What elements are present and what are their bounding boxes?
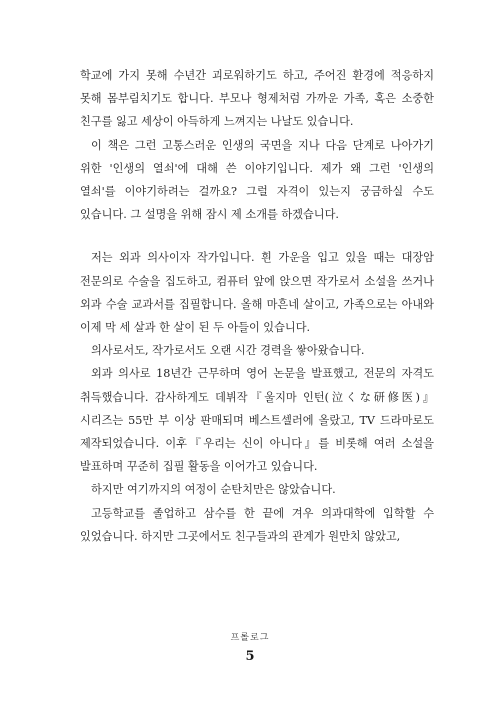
page-number: 5 bbox=[245, 649, 255, 664]
paragraph: 저는 외과 의사이자 작가입니다. 흰 가운을 입고 있을 때는 대장암 전문의로 수술을 집도하고, 컴퓨터 앞에 앉으면 작가로서 소설을 쓰거나 외과 수술 교과서를 집필합니다. 올해 마흔네 살이고, 가족으로는 아내와 이제 막 세 살과 한 살이 된 두 아들이 있습니다. bbox=[80, 251, 434, 335]
paragraph: 학교에 가지 못해 수년간 괴로워하기도 하고, 주어진 환경에 적응하지 못해 몸부림치기도 합니다. 부모나 형제처럼 가까운 가족, 혹은 소중한 친구를 잃고 세상이 아득하게 느껴지는 나날도 있습니다. bbox=[80, 69, 434, 129]
section-break bbox=[80, 226, 434, 246]
paragraph: 하지만 여기까지의 여정이 순탄치만은 않았습니다. bbox=[91, 483, 336, 497]
paragraph: 고등학교를 졸업하고 삼수를 한 끝에 겨우 의과대학에 입학할 수 있었습니다. 하지만 그곳에서도 친구들과의 관계가 원만치 않았고, bbox=[80, 506, 434, 543]
body-text bbox=[80, 64, 434, 548]
running-footer-section-title: 프롤로그 bbox=[230, 633, 270, 643]
paragraph: 의사로서도, 작가로서도 오랜 시간 경력을 쌓아왔습니다. bbox=[91, 344, 365, 358]
paragraph: 외과 의사로 18년간 근무하며 영어 논문을 발표했고, 전문의 자격도 취득했습니다. 감사하게도 데뷔작『울지마 인턴(泣くな研修医)』시리즈는 55만 부 이상 판매되며 베스트셀러에 올랐고, TV 드라마로도 제작되었습니다. 이후『우리는 신이 아니다』를 비롯해 여러 소설을 발표하며 꾸준히 집필 활동을 이어가고 있습니다. bbox=[80, 367, 434, 474]
paragraph: 이 책은 그런 고통스러운 인생의 국면을 지나 다음 단계로 나아가기 위한 '인생의 열쇠'에 대해 쓴 이야기입니다. 제가 왜 그런 '인생의 열쇠'를 이야기하려는 걸까요? 그럴 자격이 있는지 궁금하실 수도 있습니다. 그 설명을 위해 잠시 제 소개를 하겠습니다. bbox=[80, 138, 434, 222]
